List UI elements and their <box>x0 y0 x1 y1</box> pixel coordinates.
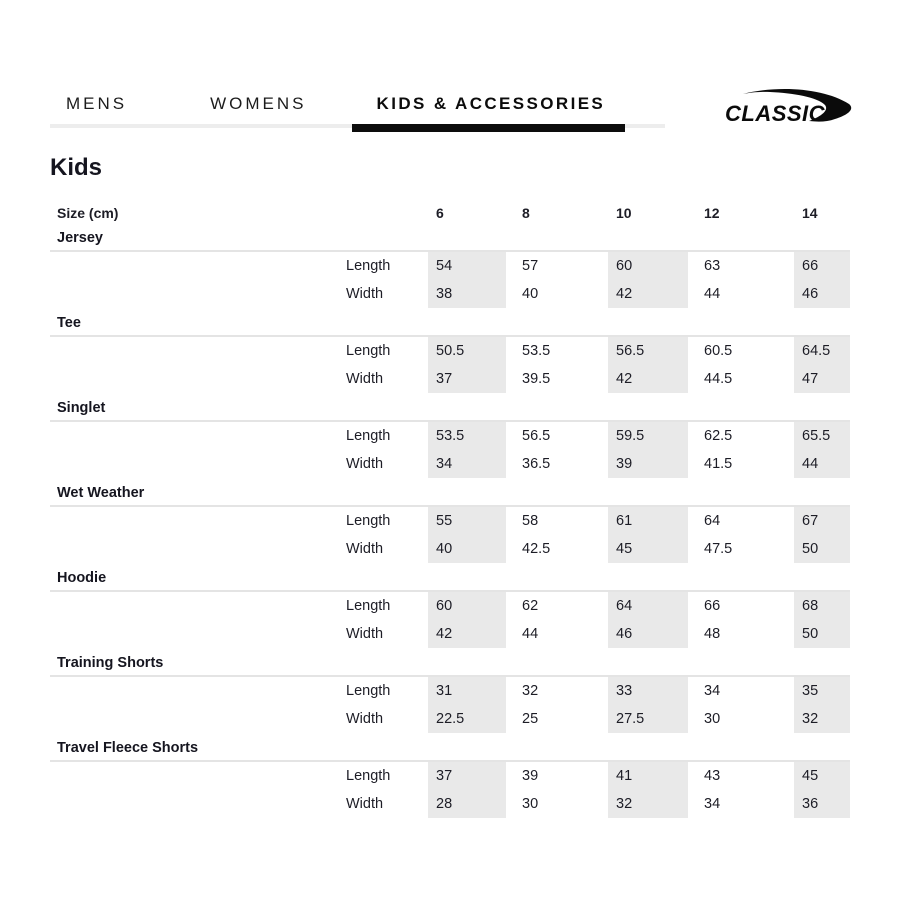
length-row <box>50 252 850 280</box>
width-row <box>50 620 850 648</box>
category-label: Travel Fleece Shorts <box>57 740 199 756</box>
size-column-header-10: 10 <box>616 205 632 221</box>
classic-logo-text: CLASSIC <box>725 101 826 126</box>
empty-category-cell <box>50 365 346 393</box>
size-value: 62 <box>522 598 539 614</box>
size-value: 41 <box>608 762 696 790</box>
empty-category-cell <box>50 592 346 620</box>
page-title: Kids <box>50 154 103 181</box>
size-value: 50 <box>794 620 850 648</box>
measure-label: Length <box>346 683 391 699</box>
size-value: 50 <box>794 535 850 563</box>
size-value: 32 <box>522 683 539 699</box>
size-value: 64 <box>608 592 696 620</box>
measure-label: Length <box>346 768 391 784</box>
category-row <box>50 308 850 337</box>
size-value: 39 <box>522 768 539 784</box>
empty-category-cell <box>50 620 346 648</box>
size-column-header-8: 8 <box>522 205 530 221</box>
size-value: 60.5 <box>704 343 733 359</box>
measure-label: Width <box>346 796 384 812</box>
size-value: 44 <box>704 286 721 302</box>
size-value: 34 <box>428 450 514 478</box>
measure-label: Length <box>346 343 391 359</box>
category-row <box>50 223 850 252</box>
size-value: 25 <box>522 711 539 727</box>
size-value: 57 <box>522 258 539 274</box>
size-value: 56.5 <box>522 428 551 444</box>
empty-category-cell <box>50 280 346 308</box>
size-value: 39.5 <box>522 371 551 387</box>
empty-category-cell <box>50 422 346 450</box>
size-value: 54 <box>428 252 514 280</box>
size-value: 37 <box>428 365 514 393</box>
empty-category-cell <box>50 705 346 733</box>
size-value: 44 <box>794 450 850 478</box>
measure-label: Length <box>346 598 391 614</box>
size-value: 30 <box>704 711 721 727</box>
size-value: 64 <box>704 513 721 529</box>
size-value: 44 <box>522 626 539 642</box>
size-value: 53.5 <box>428 422 514 450</box>
measure-label: Width <box>346 626 384 642</box>
category-label: Training Shorts <box>57 655 164 671</box>
size-value: 53.5 <box>522 343 551 359</box>
size-value: 44.5 <box>704 371 733 387</box>
measure-label: Width <box>346 371 384 387</box>
size-value: 28 <box>428 790 514 818</box>
size-value: 50.5 <box>428 337 514 365</box>
size-guide-page <box>0 94 900 818</box>
length-row <box>50 507 850 535</box>
empty-category-cell <box>50 450 346 478</box>
size-value: 65.5 <box>794 422 850 450</box>
width-row <box>50 535 850 563</box>
category-row <box>50 733 850 762</box>
section-wet-weather <box>50 478 850 563</box>
width-row <box>50 280 850 308</box>
classic-logo <box>698 78 868 133</box>
size-value: 62.5 <box>704 428 733 444</box>
size-value: 40 <box>522 286 539 302</box>
size-value: 46 <box>608 620 696 648</box>
category-row <box>50 478 850 507</box>
section-jersey <box>50 223 850 308</box>
category-row <box>50 563 850 592</box>
classic-logo-svg <box>698 78 868 133</box>
size-value: 42 <box>428 620 514 648</box>
category-label: Jersey <box>57 230 103 246</box>
size-unit-label: Size (cm) <box>57 205 119 221</box>
size-value: 34 <box>704 796 721 812</box>
width-row <box>50 365 850 393</box>
size-value: 36.5 <box>522 456 551 472</box>
size-value: 42.5 <box>522 541 551 557</box>
size-value: 48 <box>704 626 721 642</box>
size-value: 63 <box>704 258 721 274</box>
empty-category-cell <box>50 790 346 818</box>
size-value: 64.5 <box>794 337 850 365</box>
tab-mens[interactable]: MENS <box>66 94 128 113</box>
measure-label: Length <box>346 258 391 274</box>
measure-label: Width <box>346 541 384 557</box>
size-header-row <box>50 203 850 223</box>
measure-label: Width <box>346 711 384 727</box>
category-label: Hoodie <box>57 570 107 586</box>
size-value: 45 <box>608 535 696 563</box>
size-value: 32 <box>794 705 850 733</box>
size-value: 47.5 <box>704 541 733 557</box>
section-training-shorts <box>50 648 850 733</box>
size-value: 59.5 <box>608 422 696 450</box>
length-row <box>50 337 850 365</box>
size-value: 39 <box>608 450 696 478</box>
size-value: 60 <box>608 252 696 280</box>
section-hoodie <box>50 563 850 648</box>
measure-label: Width <box>346 286 384 302</box>
size-value: 41.5 <box>704 456 733 472</box>
length-row <box>50 677 850 705</box>
tab-bar <box>50 94 665 128</box>
size-value: 34 <box>704 683 721 699</box>
category-label: Wet Weather <box>57 485 145 501</box>
size-value: 37 <box>428 762 514 790</box>
size-value: 31 <box>428 677 514 705</box>
empty-category-cell <box>50 507 346 535</box>
empty-category-cell <box>50 677 346 705</box>
size-value: 32 <box>608 790 696 818</box>
size-value: 60 <box>428 592 514 620</box>
empty-category-cell <box>50 762 346 790</box>
size-value: 61 <box>608 507 696 535</box>
category-row <box>50 648 850 677</box>
width-row <box>50 790 850 818</box>
size-value: 68 <box>794 592 850 620</box>
length-row <box>50 422 850 450</box>
size-value: 42 <box>608 365 696 393</box>
size-value: 40 <box>428 535 514 563</box>
width-row <box>50 450 850 478</box>
section-travel-fleece-shorts <box>50 733 850 818</box>
size-value: 42 <box>608 280 696 308</box>
size-value: 47 <box>794 365 850 393</box>
size-column-header-12: 12 <box>704 205 720 221</box>
size-value: 45 <box>794 762 850 790</box>
size-value: 55 <box>428 507 514 535</box>
header <box>50 94 850 128</box>
size-value: 66 <box>794 252 850 280</box>
size-value: 56.5 <box>608 337 696 365</box>
size-value: 22.5 <box>428 705 514 733</box>
size-value: 35 <box>794 677 850 705</box>
measure-label: Length <box>346 428 391 444</box>
section-tee <box>50 308 850 393</box>
size-value: 46 <box>794 280 850 308</box>
tab-kids-accessories[interactable]: KIDS & ACCESSORIES <box>376 94 606 113</box>
size-table-body <box>50 223 850 818</box>
empty-category-cell <box>50 535 346 563</box>
length-row <box>50 592 850 620</box>
empty-category-cell <box>50 337 346 365</box>
empty-category-cell <box>50 252 346 280</box>
size-value: 30 <box>522 796 539 812</box>
tab-womens[interactable]: WOMENS <box>210 94 307 113</box>
size-table <box>50 203 850 818</box>
width-row <box>50 705 850 733</box>
measure-label: Width <box>346 456 384 472</box>
category-label: Tee <box>57 315 81 331</box>
category-row <box>50 393 850 422</box>
measure-label: Length <box>346 513 391 529</box>
size-column-header-6: 6 <box>436 205 444 221</box>
size-value: 67 <box>794 507 850 535</box>
size-column-header-14: 14 <box>802 205 818 221</box>
spacer-cell <box>346 203 428 223</box>
size-value: 27.5 <box>608 705 696 733</box>
size-value: 33 <box>608 677 696 705</box>
size-value: 38 <box>428 280 514 308</box>
size-value: 58 <box>522 513 539 529</box>
category-label: Singlet <box>57 400 106 416</box>
size-value: 43 <box>704 768 721 784</box>
section-singlet <box>50 393 850 478</box>
length-row <box>50 762 850 790</box>
size-value: 36 <box>794 790 850 818</box>
size-value: 66 <box>704 598 721 614</box>
